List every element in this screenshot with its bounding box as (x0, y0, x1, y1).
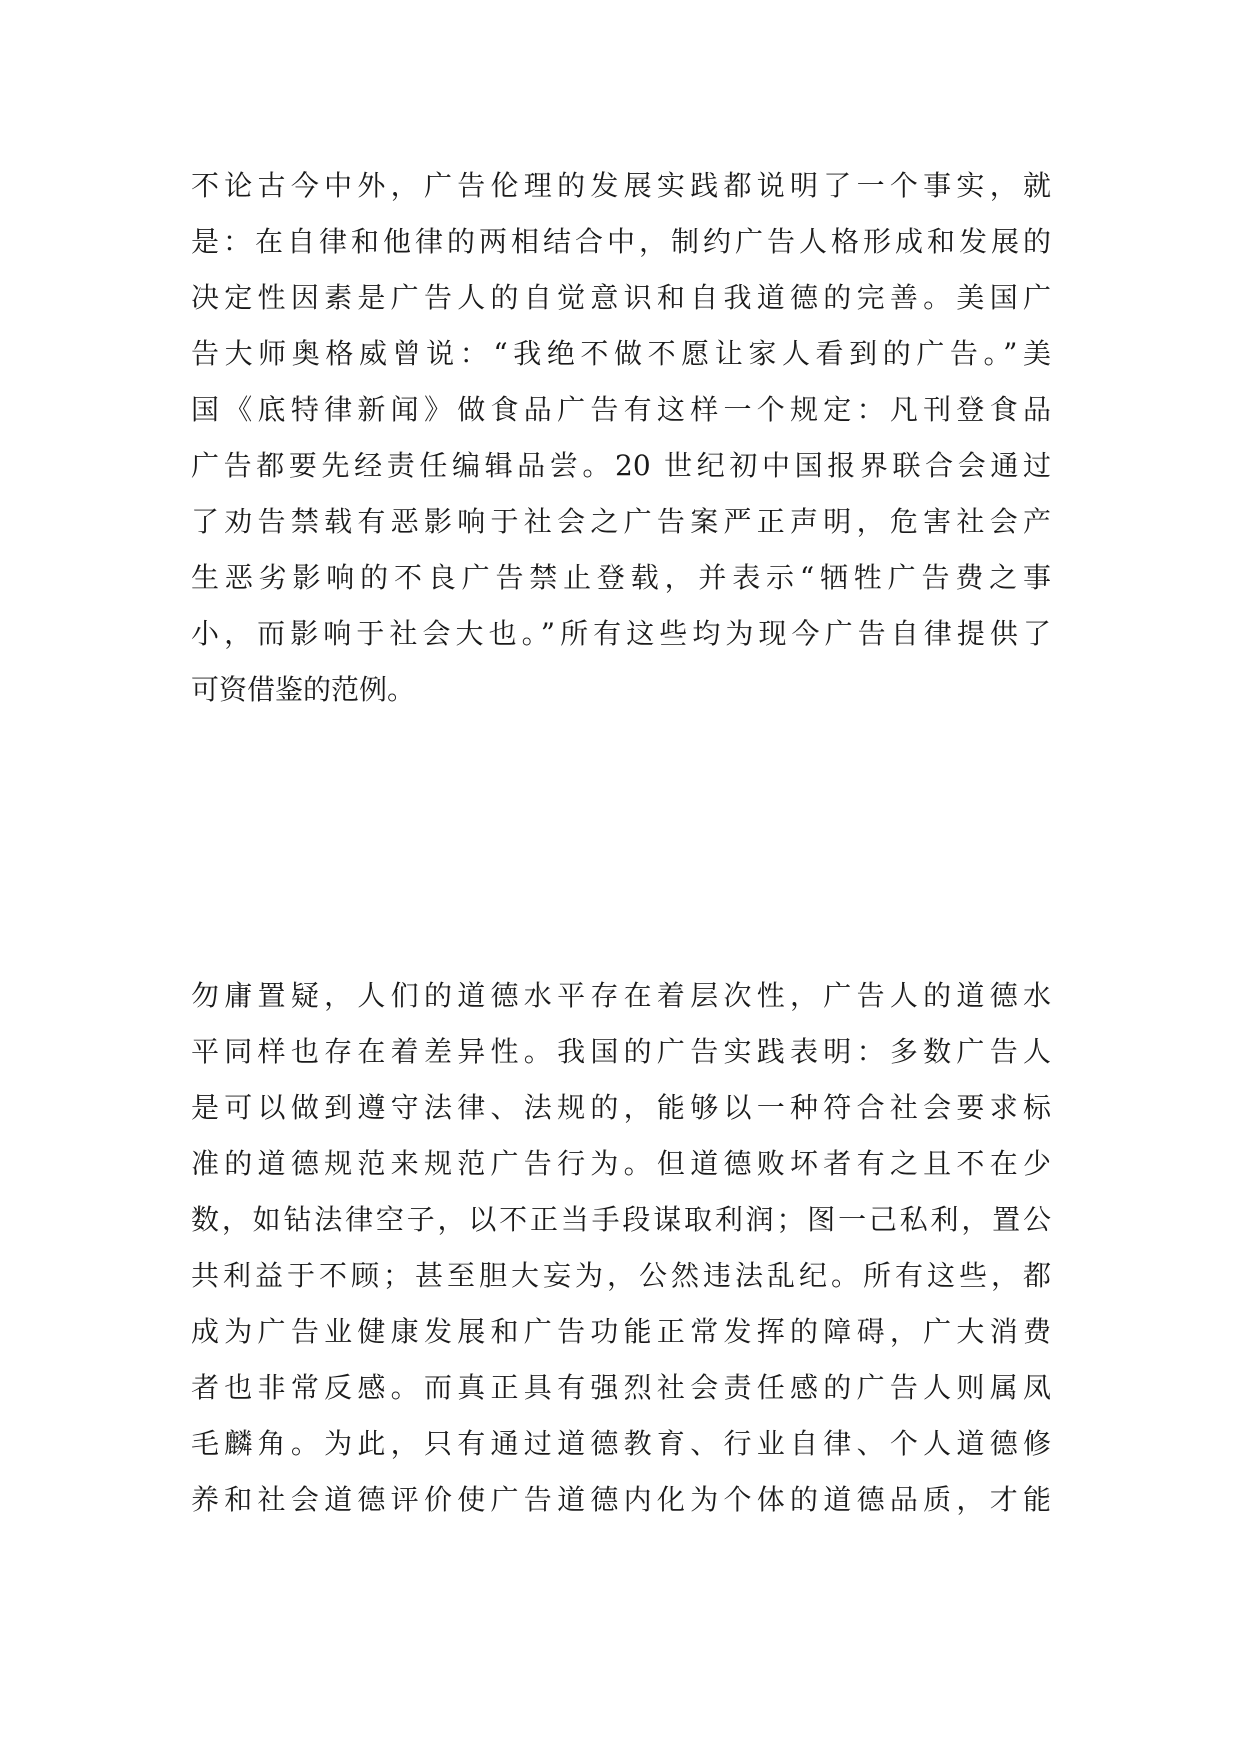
paragraph-line: 可资借鉴的范例。 (191, 673, 416, 706)
paragraph-line: 成为广告业健康发展和广告功能正常发挥的障碍，广大消费 (191, 1315, 1051, 1348)
paragraph-line: 准的道德规范来规范广告行为。但道德败坏者有之且不在少 (191, 1147, 1051, 1180)
paragraph-line: 是：在自律和他律的两相结合中，制约广告人格形成和发展的 (191, 225, 1051, 258)
paragraph-line: 了劝告禁载有恶影响于社会之广告案严正声明，危害社会产 (191, 505, 1051, 538)
paragraph-line: 共利益于不顾；甚至胆大妄为，公然违法乱纪。所有这些，都 (191, 1259, 1051, 1292)
paragraph-line: 告大师奥格威曾说：“我绝不做不愿让家人看到的广告。”美 (191, 337, 1051, 370)
paragraph-line: 者也非常反感。而真正具有强烈社会责任感的广告人则属凤 (191, 1371, 1051, 1404)
paragraph-2 (191, 968, 1051, 1528)
paragraph-line: 毛麟角。为此，只有通过道德教育、行业自律、个人道德修 (191, 1427, 1051, 1460)
paragraph-line: 数，如钻法律空子，以不正当手段谋取利润；图一己私利，置公 (191, 1203, 1051, 1236)
paragraph-line: 广告都要先经责任编辑品尝。20 世纪初中国报界联合会通过 (191, 449, 1051, 482)
paragraph-line: 不论古今中外，广告伦理的发展实践都说明了一个事实，就 (191, 169, 1051, 202)
paragraph-line: 是可以做到遵守法律、法规的，能够以一种符合社会要求标 (191, 1091, 1051, 1124)
paragraph-line: 平同样也存在着差异性。我国的广告实践表明：多数广告人 (191, 1035, 1051, 1068)
paragraph-line: 小，而影响于社会大也。”所有这些均为现今广告自律提供了 (191, 617, 1051, 650)
paragraph-line: 决定性因素是广告人的自觉意识和自我道德的完善。美国广 (191, 281, 1051, 314)
paragraph-line: 生恶劣影响的不良广告禁止登载，并表示“牺牲广告费之事 (191, 561, 1051, 594)
paragraph-line: 养和社会道德评价使广告道德内化为个体的道德品质，才能 (191, 1483, 1051, 1516)
paragraph-1 (191, 158, 1051, 718)
paragraph-line: 勿庸置疑，人们的道德水平存在着层次性，广告人的道德水 (191, 979, 1051, 1012)
paragraph-line: 国《底特律新闻》做食品广告有这样一个规定：凡刊登食品 (191, 393, 1051, 426)
